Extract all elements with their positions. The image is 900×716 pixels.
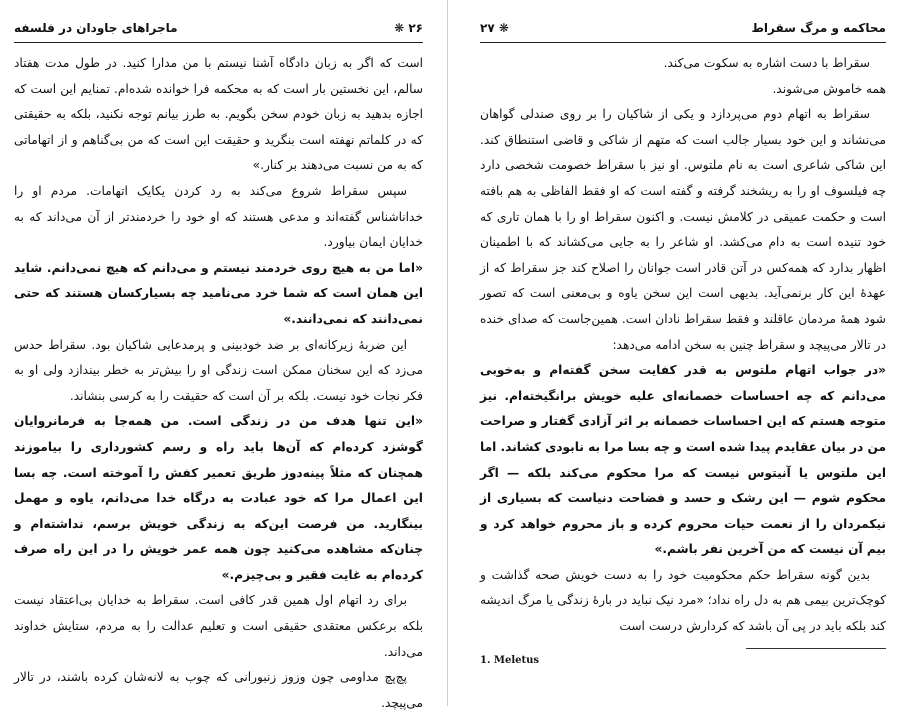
left-running-title: ماجراهای جاودان در فلسفه [14, 21, 178, 35]
left-page-header [14, 16, 423, 43]
left-page-body [14, 51, 423, 716]
paragraph: سپس سقراط شروع می‌کند به رد کردن یکایک اتهامات. مردم او را خداناشناس گفته‌اند و مدعی هستند که او خود را خردمندتر از آن می‌داند که به خدایان ایمان بیاورد. [14, 183, 423, 250]
quote-paragraph: «این تنها هدف من در زندگی است. من همه‌جا به فرمانروایان گوشزد کرده‌ام که آن‌ها باید راه و رسم کشورداری را بیاموزند همچنان که مثلاً پینه‌دوز طریق تعمیر کفش را آموخته است. چه بسا این اعمال مرا که خود عبادت به درگاه خدا می‌دانم، یاوه و مهمل بینگارید. من فرصت این‌که به زندگی خویش برسم، نداشته‌ام و چنان‌که مشاهده می‌کنید چون همه عمر خویش را در این راه صرف کرده‌ام به غایت فقیر و بی‌چیزم.» [14, 414, 423, 582]
left-page-number: ۲۶ ❋ [394, 21, 423, 35]
paragraph: همه خاموش می‌شوند. [772, 81, 886, 96]
right-page [452, 0, 900, 706]
paragraph: سقراط با دست اشاره به سکوت می‌کند. [663, 56, 870, 70]
right-running-title: محاکمه و مرگ سقراط [751, 21, 886, 35]
footnote-divider [746, 648, 886, 649]
paragraph: است که اگر به زبان دادگاه آشنا نیستم با من مدارا کنید. در طول مدت هفتاد سالم، این نخستین بار است که به محکمه فرا خوانده شده‌ام. تمنایم این است که اجازه بدهید به زبان خودم سخن بگویم. به طرز بیانم توجه نکنید، بلکه به حقیقتی که در کلماتم نهفته است بنگرید و حقیقت این است که من بی‌گناهم و از اتهاماتی که به من نسبت می‌دهند بر کنار.» [14, 56, 423, 173]
paragraph: بدین گونه سقراط حکم محکومیت خود را به دست خویش صحه گذاشت و کوچک‌ترین بیمی هم به دل راه نداد؛ «مرد نیک نباید در بارهٔ زندگی یا مرگ اندیشه کند بلکه باید در پی آن باشد که کردارش درست است [480, 567, 886, 634]
right-page-number: ❋ ۲۷ [480, 21, 509, 35]
quote-paragraph: «اما من به هیچ روی خردمند نیستم و می‌دانم که هیچ نمی‌دانم. شاید این همان است که شما خرد می‌نامید چه بسیارکسان هستند که حتی نمی‌دانند که نمی‌دانند.» [14, 260, 423, 326]
paragraph: برای رد اتهام اول همین قدر کافی است. سقراط به خدایان بی‌اعتقاد نیست بلکه برعکس معتقدی حقیقی است و تعلیم عدالت را به مردم، ستایش خداوند می‌داند. [14, 593, 423, 659]
paragraph: سقراط به اتهام دوم می‌پردازد و یکی از شاکیان را بر روی صندلی گواهان می‌نشاند و این خود بسیار جالب است که متهم از شاکی و قاضی استنطاق کند. این شاکی شاعری است به نام ملتوس. او نیز با سقراط خصومت شخصی دارد چه فیلسوف او را به ریشخند گرفته و گفته است که او فقط الفاظی به هم بافته است و حکمت عمیقی در کلامش نیست. و اکنون سقراط او را با همان تاری که خود تنیده است به دام می‌کشد. او شاعر را به جایی می‌کشاند که با اطمینان اظهار بدارد که همه‌کس در آتن قادر است جوانان را اصلاح کند جز سقراط که از عهدهٔ این کار برنمی‌آید. بدیهی است این سخن یاوه و بی‌معنی است که تصور شود همهٔ مردمان عاقلند و فقط سقراط نادان است. همین‌جاست که صدای خنده در تالار می‌پیچد و سقراط چنین به سخن ادامه می‌دهد: [480, 107, 886, 352]
book-gutter [447, 0, 448, 706]
right-page-header [480, 16, 886, 43]
quote-paragraph: «در جواب اتهام ملتوس به قدر کفایت سخن گفته‌ام و به‌خوبی می‌دانم که چه احساسات خصمانه‌ای علیه خویش برانگیخته‌ام. نیز متوجه هستم که این احساسات خصمانه بر اثر آزادی گفتار و صراحت من در بیان عقایدم پیدا شده است و چه بسا مرا به نابودی کشاند. اما این ملتوس یا آنیتوس نیست که مرا محکوم می‌کند بلکه — اگر محکوم شوم — این رشک و حسد و فضاحت دنیاست که بسیاری از نیکمردان را از نعمت حیات محروم کرده و باز محروم خواهد کرد و بیم آن نیست که من آخرین نفر باشم.» [480, 363, 886, 557]
left-page [0, 0, 445, 710]
paragraph: این ضربهٔ زیرکانه‌ای بر ضد خودبینی و پرمدعایی شاکیان بود. سقراط حدس می‌زد که این سخنان ممکن است زندگی او را بیش‌تر به خطر بیندازد ولی او به فکر نجات خود نیست. بلکه بر آن است که حقیقت را به کرسی بنشاند. [14, 337, 423, 403]
footnote-text: 1. Meletus [480, 654, 540, 666]
footnote [480, 655, 886, 666]
paragraph: پچ‌پچ مداومی چون وزوز زنبورانی که چوب به لانه‌شان کرده باشند، در تالار می‌پیچد. [14, 670, 423, 710]
right-page-body [480, 51, 886, 666]
